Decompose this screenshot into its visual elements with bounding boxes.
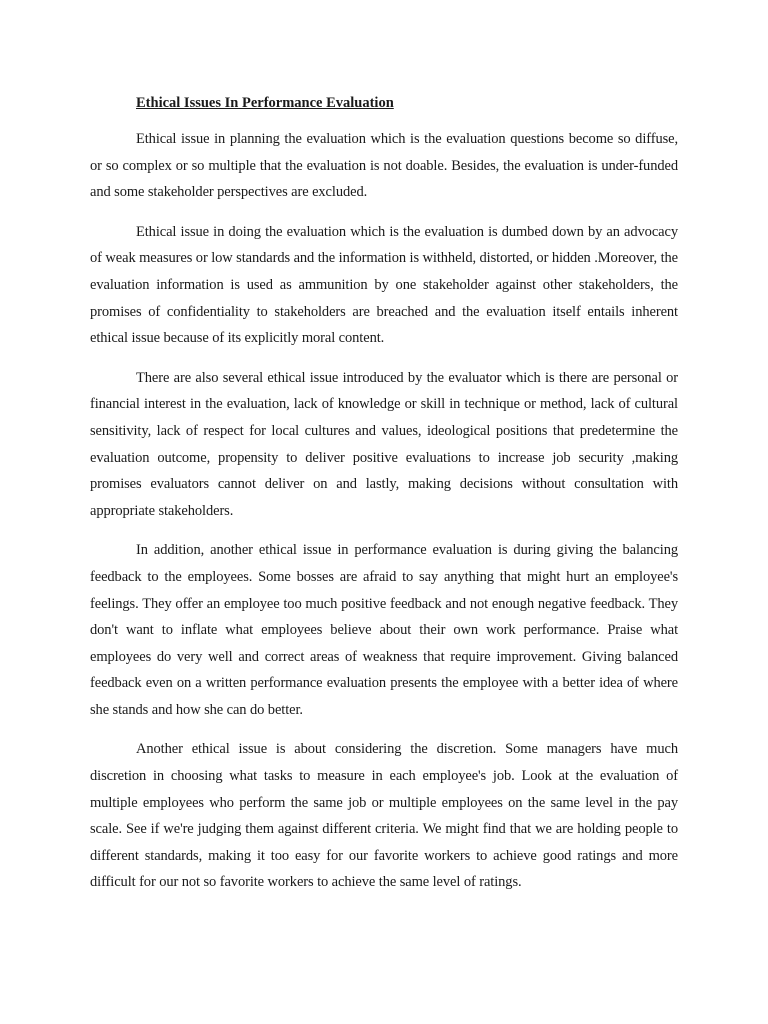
paragraph-discretion: Another ethical issue is about considering the discretion. Some managers have much discretion in choosing what tasks to measure in each employee's job. Look at the evaluation of multiple employees who perform the same job or multiple employees on the same level in the pay scale. See if we're judging them against different criteria. We might find that we are holding people to different standards, making it too easy for our favorite workers to achieve good ratings and more difficult for our not so favorite workers to achieve the same level of ratings.: [90, 741, 678, 891]
paragraph-evaluator: There are also several ethical issue introduced by the evaluator which is there are personal or financial interest in the evaluation, lack of knowledge or skill in technique or method, lack of cultural sensitivity, lack of respect for local cultures and values, ideological positions that predetermine the evaluation outcome, propensity to deliver positive evaluations to increase job security ,making promises evaluators cannot deliver on and lastly, making decisions without consultation with appropriate stakeholders.: [90, 369, 678, 519]
paragraph-doing: Ethical issue in doing the evaluation which is the evaluation is dumbed down by an advocacy of weak measures or low standards and the information is withheld, distorted, or hidden .Moreover, the evaluation information is used as ammunition by one stakeholder against other stakeholders, the promises of confidentiality to stakeholders are breached and the evaluation itself entails inherent ethical issue because of its explicitly moral content.: [90, 223, 679, 347]
paragraph-balancing-feedback: In addition, another ethical issue in performance evaluation is during giving the balancing feedback to the employees. Some bosses are afraid to say anything that might hurt an employee's feelings. They offer an employee too much positive feedback and not enough negative feedback. They don't want to inflate what employees believe about their own work performance. Praise what employees do very well and correct areas of weakness that require improvement. Giving balanced feedback even on a written performance evaluation presents the employee with a better idea of where she stands and how she can do better.: [90, 542, 678, 718]
document-title: Ethical Issues In Performance Evaluation: [136, 95, 394, 111]
document-page: [90, 90, 678, 896]
paragraph-planning: Ethical issue in planning the evaluation which is the evaluation questions become so diffuse, or so complex or so multiple that the evaluation is not doable. Besides, the evaluation is under-funded and some stakeholder perspectives are excluded.: [90, 131, 678, 201]
